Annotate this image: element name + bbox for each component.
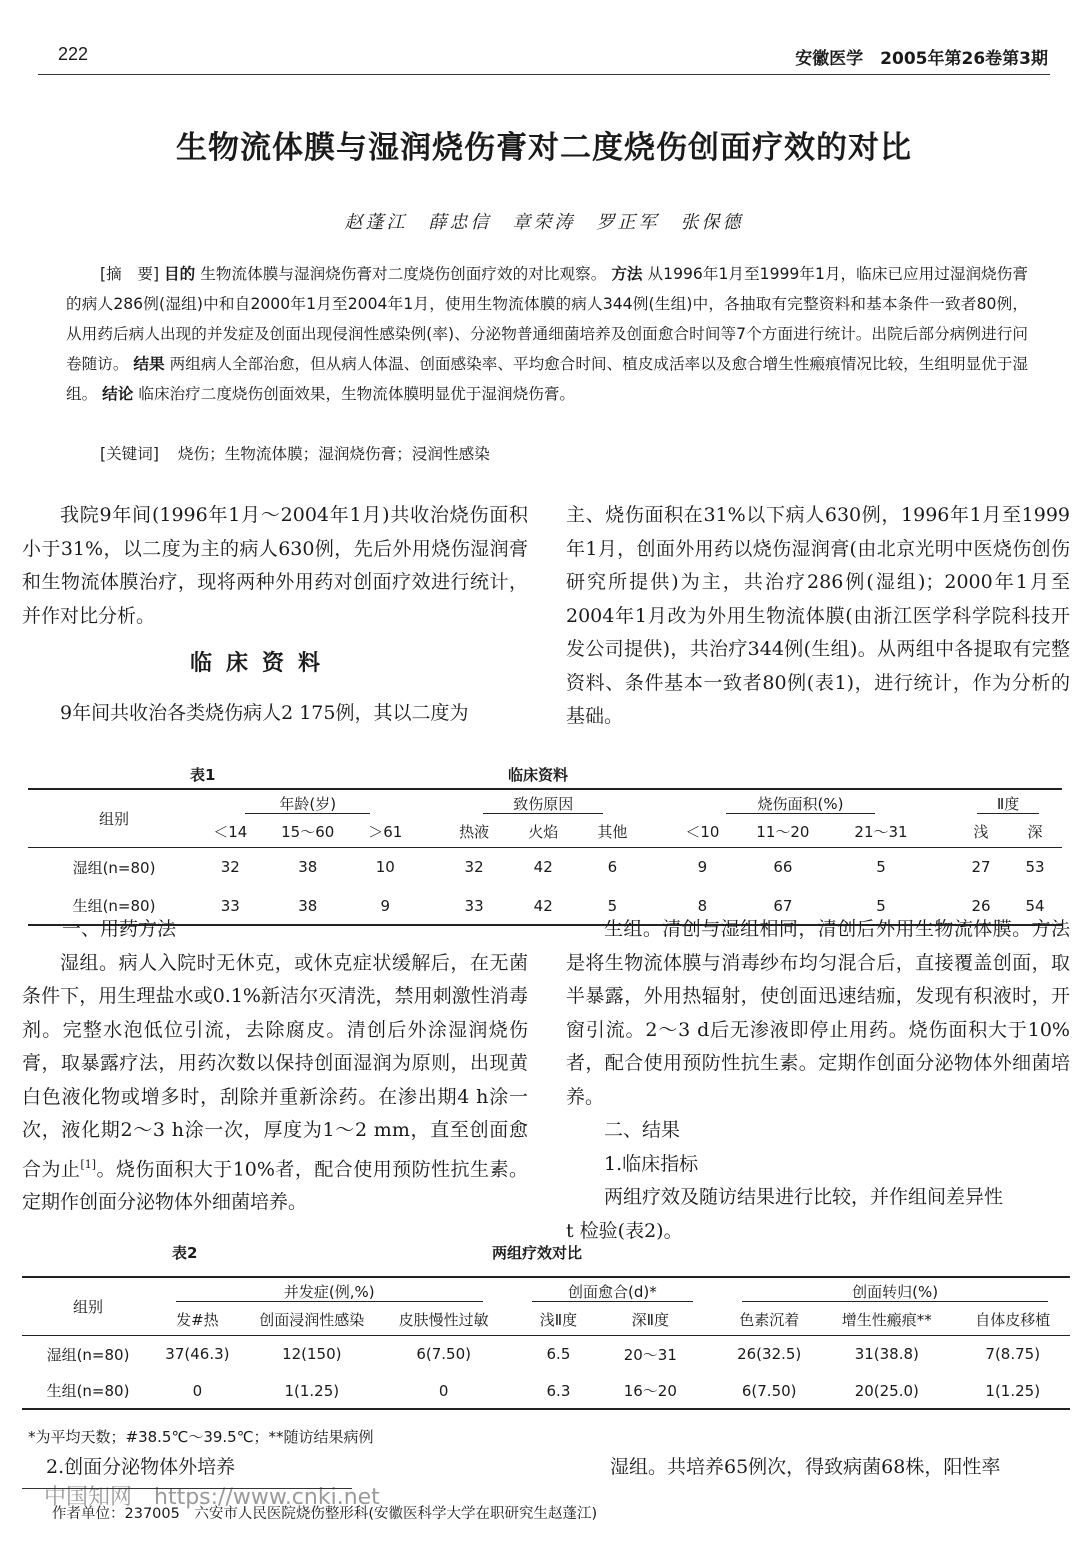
right-column-top <box>566 499 1070 734</box>
table-cell: 9 <box>380 896 390 915</box>
clinical-paragraph-cont: 主、烧伤面积在31%以下病人630例，1996年1月至1999年1月，创面外用药以烧伤湿润膏(由北京光明中医烧伤创伤研究所提供)为主，共治疗286例(湿组)；2000年1月至2004年1月改为外用生物流体膜(由浙江医学科学院科技开发公司提供)，共治疗344例(生组)。从两组中各提取有完整资料、条件基本一致者80例(表1)，进行统计，作为分析的基础。 <box>566 504 1070 727</box>
table-1-subheader: 火焰 <box>528 823 559 842</box>
table-2-subheader: 浅Ⅱ度 <box>539 1311 578 1330</box>
results-heading: 二、结果 <box>604 1119 681 1141</box>
results-subheading: 1.临床指标 <box>604 1152 699 1175</box>
table-cell: 9 <box>697 858 708 877</box>
keywords-label: [关键词] <box>100 445 159 463</box>
table-row <box>28 847 1062 887</box>
conclusion-label: 结论 <box>102 385 134 403</box>
author-affiliation: 作者单位：237005 六安市人民医院烧伤整形科(安徽医科学大学在职研究生赵蓬江) <box>52 1506 598 1522</box>
table-1-subheader: 深 <box>1027 823 1043 842</box>
authors: 赵蓬江 薛忠信 章荣涛 罗正军 张保德 <box>344 212 744 233</box>
section-title: 临床资料 <box>190 651 335 676</box>
table-1-subheader: 其他 <box>597 823 628 842</box>
table-1-subheader: 浅 <box>973 823 989 842</box>
table-1 <box>28 762 1062 926</box>
abstract-label: [摘 要] <box>100 265 160 283</box>
table-2-group-header: 组别 <box>22 1277 154 1335</box>
objective-label: 目的 <box>164 265 196 283</box>
table-cell: 6.5 <box>546 1345 571 1364</box>
methods-column <box>22 913 528 1220</box>
method-heading: 一、用药方法 <box>62 918 177 940</box>
table-cell: 5 <box>876 896 886 915</box>
abstract <box>66 259 1028 409</box>
table-1-subheader: ＜14 <box>213 823 248 842</box>
results-paragraph-cont: t 检验(表2)。 <box>566 1219 683 1242</box>
table-cell: 42 <box>533 896 553 915</box>
table-1-row-label: 湿组(n=80) <box>72 858 156 877</box>
keywords-text: 烧伤；生物流体膜；湿润烧伤膏；浸润性感染 <box>177 445 490 463</box>
table-cell: 42 <box>533 858 553 877</box>
table-cell: 31(38.8) <box>854 1345 919 1364</box>
table-1-subheader: 15～60 <box>281 823 335 842</box>
abstract-objective: 生物流体膜与湿润烧伤膏对二度烧伤创面疗效的对比观察。 <box>200 265 607 283</box>
table-1-title: 临床资料 <box>508 766 569 784</box>
table-2-row-label: 生组(n=80) <box>46 1382 130 1400</box>
table-cell: 5 <box>876 858 886 877</box>
table-cell: 16～20 <box>623 1382 677 1400</box>
table-1-subheader: 11～20 <box>756 823 810 842</box>
method-text-end: 。烧伤面积大于10%者，配合使用预防性抗生素。定期作创面分泌物体外细菌培养。 <box>22 1157 528 1214</box>
abstract-methods: 从1996年1月至1999年1月，临床已应用过湿润烧伤膏的病人286例(湿组)中和自2000年1月至2004年1月，使用生物流体膜的病人344例(生组)中，各抽取有完整资料和基本条件一致者80例，从用药后病人出现的并发症及创面出现侵润性感染例(率)、分泌物普通细菌培养及创面愈合时间等7个方面进行统计。出院后部分病例进行问卷随访。 <box>66 265 1028 373</box>
results-label: 结果 <box>133 355 165 373</box>
intro-column <box>22 499 528 633</box>
table-cell: 38 <box>298 858 318 877</box>
table-2-subheader: 创面浸润性感染 <box>259 1311 365 1330</box>
table-cell: 20(25.0) <box>854 1381 919 1400</box>
culture-paragraph: 湿组。共培养65例次，得致病菌68株，阳性率 <box>610 1456 1001 1478</box>
table-cell: 6(7.50) <box>416 1345 471 1364</box>
table-2-footnote: *为平均天数；#38.5℃～39.5℃；**随访结果病例 <box>28 1428 374 1446</box>
journal-header: 安徽医学 2005年第26卷第3期 <box>795 49 1048 69</box>
table-2-subheader: 增生性瘢痕** <box>841 1311 932 1330</box>
abstract-results: 两组病人全部治愈，但从病人体温、创面感染率、平均愈合时间、植皮成活率以及愈合增生性瘢痕情况比较，生组明显优于湿组。 <box>66 355 1028 403</box>
table-cell: 27 <box>971 858 991 877</box>
table-2-header-outcome: 创面转归(%) <box>742 1283 1048 1302</box>
abstract-conclusion: 临床治疗二度烧伤创面效果，生物流体膜明显优于湿润烧伤膏。 <box>138 385 575 403</box>
table-cell: 0 <box>438 1381 449 1400</box>
page-number: 222 <box>58 44 89 64</box>
table-1-row-label: 生组(n=80) <box>72 897 156 915</box>
table-cell: 33 <box>464 896 484 915</box>
cnki-watermark: 中国知网 https://www.cnki.net <box>44 1485 380 1510</box>
table-1-header-cause: 致伤原因 <box>483 795 603 814</box>
table-cell: 5 <box>607 896 618 915</box>
table-2-header-complications: 并发症(例,%) <box>176 1283 483 1302</box>
table-row <box>22 1373 1070 1409</box>
table-cell: 37(46.3) <box>165 1345 230 1364</box>
method-text: 湿组。病人入院时无休克，或休克症状缓解后，在无菌条件下，用生理盐水或0.1%新洁尔灭清洗，禁用刺激性消毒剂。完整水泡低位引流，去除腐皮。清创后外涂湿润烧伤膏，取暴露疗法，用药次数以保持创面湿润为原则，出现黄白色液化物或增多时，刮除并重新涂药。在渗出期4 h涂一次，液化期2～3 h涂一次，厚度为1～2 mm，直至创面愈合为止 <box>22 951 528 1180</box>
table-cell: 53 <box>1025 858 1045 877</box>
article-title: 生物流体膜与湿润烧伤膏对二度烧伤创面疗效的对比 <box>176 130 912 166</box>
intro-paragraph: 我院9年间(1996年1月～2004年1月)共收治烧伤面积小于31%，以二度为主的病人630例，先后外用烧伤湿润膏和生物流体膜治疗，现将两种外用药对创面疗效进行统计，并作对比分析。 <box>22 504 528 627</box>
table-cell: 6 <box>607 858 618 877</box>
right-column-middle <box>566 913 1070 1248</box>
table-1-header-age: 年龄(岁) <box>245 795 370 814</box>
table-1-header-area: 烧伤面积(%) <box>726 795 876 814</box>
table-2-label: 表2 <box>172 1244 198 1262</box>
table-2 <box>22 1244 1070 1410</box>
table-cell: 1(1.25) <box>985 1381 1041 1400</box>
table-1-header-degree: Ⅱ度 <box>977 795 1039 814</box>
header-rule <box>38 74 1050 75</box>
clinical-paragraph: 9年间共收治各类烧伤病人2 175例，其以二度为 <box>60 702 469 724</box>
table-2-subheader: 深Ⅱ度 <box>631 1311 669 1330</box>
table-cell: 66 <box>773 858 793 877</box>
method-paragraph <box>22 947 528 1220</box>
table-cell: 32 <box>220 858 240 877</box>
table-1-subheader: ＞61 <box>368 823 403 842</box>
table-cell: 26 <box>971 896 991 915</box>
table-cell: 1(1.25) <box>284 1381 340 1400</box>
table-2-title: 两组疗效对比 <box>492 1244 583 1262</box>
table-2-grid <box>22 1276 1070 1410</box>
table-1-subheader: 21～31 <box>854 823 908 842</box>
table-cell: 6.3 <box>546 1381 571 1400</box>
table-cell: 54 <box>1025 896 1045 915</box>
clinical-column <box>22 697 528 731</box>
table-cell: 20～31 <box>623 1345 677 1364</box>
table-cell: 6(7.50) <box>741 1381 797 1400</box>
results-paragraph: 两组疗效及随访结果进行比较，并作组间差异性 <box>604 1186 1004 1208</box>
table-2-subheader: 色素沉着 <box>739 1311 800 1330</box>
table-cell: 26(32.5) <box>737 1345 802 1364</box>
table-1-group-header: 组别 <box>28 789 200 847</box>
table-1-label: 表1 <box>190 766 216 784</box>
table-cell: 38 <box>298 896 318 915</box>
keywords <box>100 442 490 464</box>
table-cell: 67 <box>773 896 793 915</box>
table-cell: 33 <box>220 896 240 915</box>
table-2-header-healing: 创面愈合(d)* <box>532 1283 693 1302</box>
culture-heading: 2.创面分泌物体外培养 <box>46 1456 236 1478</box>
method-paragraph-2: 生组。清创与湿组相同，清创后外用生物流体膜。方法是将生物流体膜与消毒纱布均匀混合后，直接覆盖创面，取半暴露，外用热辐射，使创面迅速结痂，发现有积液时，开窗引流。2～3 d后无渗液即停止用药。烧伤面积大于10%者，配合使用预防性抗生素。定期作创面分泌物体外细菌培养。 <box>566 918 1070 1108</box>
reference-marker: [1] <box>80 1157 96 1171</box>
table-cell: 32 <box>464 858 484 877</box>
table-2-row-label: 湿组(n=80) <box>46 1345 130 1364</box>
table-cell: 12(150) <box>282 1345 342 1364</box>
table-1-subheader: 热液 <box>459 823 490 842</box>
table-2-subheader: 自体皮移植 <box>975 1311 1051 1330</box>
table-2-subheader: 皮肤慢性过敏 <box>398 1311 489 1330</box>
table-cell: 0 <box>192 1381 203 1400</box>
table-cell: 8 <box>697 896 708 915</box>
table-1-subheader: ＜10 <box>685 823 720 842</box>
table-cell: 7(8.75) <box>985 1345 1041 1364</box>
table-cell: 10 <box>375 858 395 877</box>
footnote-rule <box>22 1488 352 1489</box>
table-1-grid <box>28 788 1062 926</box>
table-row <box>22 1335 1070 1373</box>
methods-label: 方法 <box>611 265 643 283</box>
table-2-subheader: 发#热 <box>176 1311 219 1330</box>
